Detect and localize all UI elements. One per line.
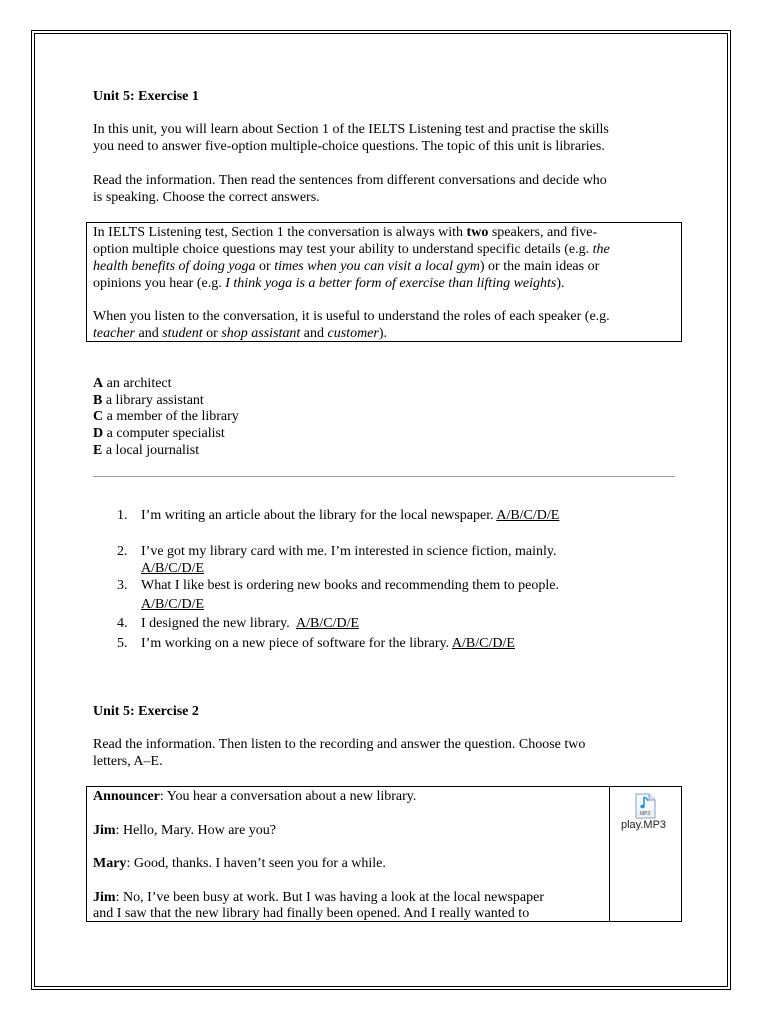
info-box-line: When you listen to the conversation, it is useful to understand the roles of each speaker (e.g. xyxy=(93,309,610,324)
exercise1-intro-line: In this unit, you will learn about Section 1 of the IELTS Listening test and practise the skills xyxy=(93,122,609,137)
horizontal-divider xyxy=(93,476,675,477)
exercise1-title: Unit 5: Exercise 1 xyxy=(93,89,199,104)
exercise2-title: Unit 5: Exercise 2 xyxy=(93,704,199,719)
info-box-line: teacher and student or shop assistant and customer). xyxy=(93,326,388,341)
speaker-name: Jim xyxy=(93,823,116,838)
answer-choices[interactable]: A/B/C/D/E xyxy=(296,616,360,631)
question-number: 4. xyxy=(117,616,128,631)
option-item: A an architect xyxy=(93,376,172,391)
speaker-name: Jim xyxy=(93,890,116,905)
transcript-box xyxy=(86,786,682,922)
question-text: I’m writing an article about the library for the local newspaper. A/B/C/D/E xyxy=(141,508,560,523)
transcript-column-divider xyxy=(609,787,610,921)
transcript-line: Jim: No, I’ve been busy at work. But I was having a look at the local newspaper xyxy=(93,890,544,905)
exercise2-instruction-line: Read the information. Then listen to the recording and answer the question. Choose two xyxy=(93,737,586,752)
answer-choices[interactable]: A/B/C/D/E xyxy=(141,561,205,576)
audio-file-icon[interactable] xyxy=(634,793,656,819)
transcript-line: Announcer: You hear a conversation about a new library. xyxy=(93,789,417,804)
audio-file-label[interactable]: play.MP3 xyxy=(621,819,667,831)
mp3-badge-text: MP3 xyxy=(639,811,651,817)
option-item: E a local journalist xyxy=(93,443,200,458)
exercise1-intro-line: you need to answer five-option multiple-choice questions. The topic of this unit is libraries. xyxy=(93,139,605,154)
speaker-name: Announcer xyxy=(93,789,160,804)
info-box-line: opinions you hear (e.g. I think yoga is a better form of exercise than lifting weights). xyxy=(93,276,565,291)
exercise1-instruction-line: Read the information. Then read the sentences from different conversations and decide who xyxy=(93,173,607,188)
question-text: What I like best is ordering new books and recommending them to people. xyxy=(141,578,559,593)
exercise2-instruction-line: letters, A–E. xyxy=(93,754,163,769)
question-text: I’ve got my library card with me. I’m interested in science fiction, mainly. xyxy=(141,544,557,559)
transcript-line: Jim: Hello, Mary. How are you? xyxy=(93,823,276,838)
info-box-line: option multiple choice questions may test your ability to understand specific details (e.g. the xyxy=(93,242,610,257)
exercise1-instruction-line: is speaking. Choose the correct answers. xyxy=(93,190,320,205)
question-number: 5. xyxy=(117,636,128,651)
option-item: B a library assistant xyxy=(93,393,204,408)
answer-choices[interactable]: A/B/C/D/E xyxy=(141,597,205,612)
option-item: D a computer specialist xyxy=(93,426,225,441)
answer-choices[interactable]: A/B/C/D/E xyxy=(451,636,515,651)
question-number: 1. xyxy=(117,508,128,523)
info-box-line: In IELTS Listening test, Section 1 the conversation is always with two speakers, and five- xyxy=(93,225,598,240)
info-box-line: health benefits of doing yoga or times when you can visit a local gym) or the main ideas or xyxy=(93,259,600,274)
option-item: C a member of the library xyxy=(93,409,239,424)
question-text: I designed the new library. A/B/C/D/E xyxy=(141,616,360,631)
answer-choices[interactable]: A/B/C/D/E xyxy=(496,508,560,523)
info-box xyxy=(86,222,682,342)
mp3-file-icon xyxy=(634,793,656,819)
question-number: 3. xyxy=(117,578,128,593)
speaker-name: Mary xyxy=(93,856,127,871)
transcript-line: and I saw that the new library had finally been opened. And I really wanted to xyxy=(93,906,530,921)
question-number: 2. xyxy=(117,544,128,559)
question-text: I’m working on a new piece of software for the library. A/B/C/D/E xyxy=(141,636,515,651)
transcript-line: Mary: Good, thanks. I haven’t seen you for a while. xyxy=(93,856,386,871)
